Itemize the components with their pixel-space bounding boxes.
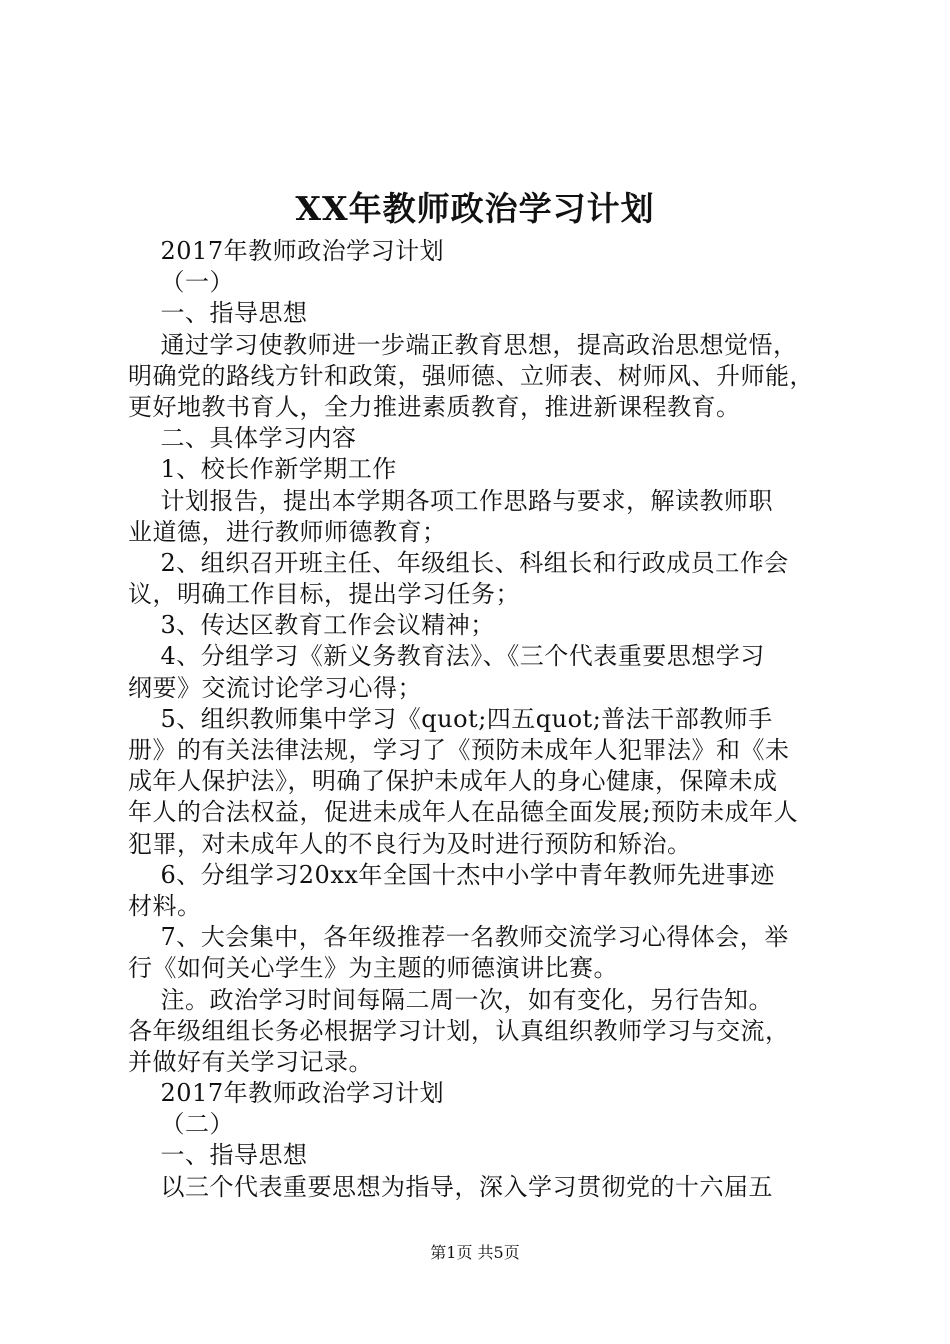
- paragraph-line: 明确党的路线方针和政策，强师德、立师表、树师风、升师能，: [128, 361, 814, 390]
- paragraph-line: 通过学习使教师进一步端正教育思想，提高政治思想觉悟，: [128, 330, 798, 359]
- paragraph-line: 6、分组学习20xx年全国十杰中小学中青年教师先进事迹: [128, 860, 775, 889]
- paragraph-line: 材料。: [128, 891, 202, 920]
- paragraph-line: 议，明确工作目标，提出学习任务；: [128, 580, 520, 609]
- page-footer: 第1页 共5页: [430, 1243, 520, 1262]
- paragraph-line: 2、组织召开班主任、年级组长、科组长和行政成员工作会: [128, 548, 789, 577]
- paragraph-line: 5、组织教师集中学习《quot;四五quot;普法干部教师手: [128, 704, 773, 733]
- document-body: [128, 236, 828, 1203]
- paragraph-line: 二、具体学习内容: [128, 424, 357, 453]
- paragraph-line: （一）: [128, 268, 235, 297]
- paragraph-line: 成年人保护法》，明确了保护未成年人的身心健康，保障未成: [128, 767, 778, 796]
- paragraph-line: 一、指导思想: [128, 299, 308, 328]
- paragraph-line: 一、指导思想: [128, 1141, 308, 1170]
- paragraph-line: 年人的合法权益，促进未成年人在品德全面发展;预防未成年人: [128, 798, 799, 827]
- paragraph-line: 册》的有关法律法规，学习了《预防未成年人犯罪法》和《未: [128, 736, 790, 764]
- paragraph-line: 4、分组学习《新义务教育法》、《三个代表重要思想学习: [128, 642, 765, 671]
- paragraph-line: 2017年教师政治学习计划: [128, 1079, 445, 1108]
- paragraph-line: 并做好有关学习记录。: [128, 1047, 373, 1076]
- document-title: XX年教师政治学习计划: [295, 189, 655, 228]
- paragraph-line: 纲要》交流讨论学习心得；: [128, 673, 422, 702]
- paragraph-line: 计划报告，提出本学期各项工作思路与要求，解读教师职: [128, 486, 774, 515]
- paragraph-line: 2017年教师政治学习计划: [128, 237, 445, 265]
- paragraph-line: 注。政治学习时间每隔二周一次，如有变化，另行告知。: [128, 985, 774, 1014]
- paragraph-line: 行《如何关心学生》为主题的师德演讲比赛。: [128, 954, 618, 983]
- paragraph-line: 犯罪，对未成年人的不良行为及时进行预防和矫治。: [128, 829, 692, 858]
- paragraph-line: 1、校长作新学期工作: [128, 455, 397, 484]
- paragraph-line: 以三个代表重要思想为指导，深入学习贯彻党的十六届五: [128, 1172, 774, 1201]
- paragraph-line: 业道德，进行教师师德教育；: [128, 517, 447, 546]
- paragraph-line: 更好地教书育人，全力推进素质教育，推进新课程教育。: [128, 392, 741, 421]
- paragraph-line: （二）: [128, 1110, 235, 1139]
- paragraph-line: 3、传达区教育工作会议精神；: [128, 611, 495, 640]
- paragraph-line: 7、大会集中，各年级推荐一名教师交流学习心得体会，举: [128, 923, 789, 952]
- paragraph-line: 各年级组组长务必根据学习计划，认真组织教师学习与交流，: [128, 1016, 790, 1045]
